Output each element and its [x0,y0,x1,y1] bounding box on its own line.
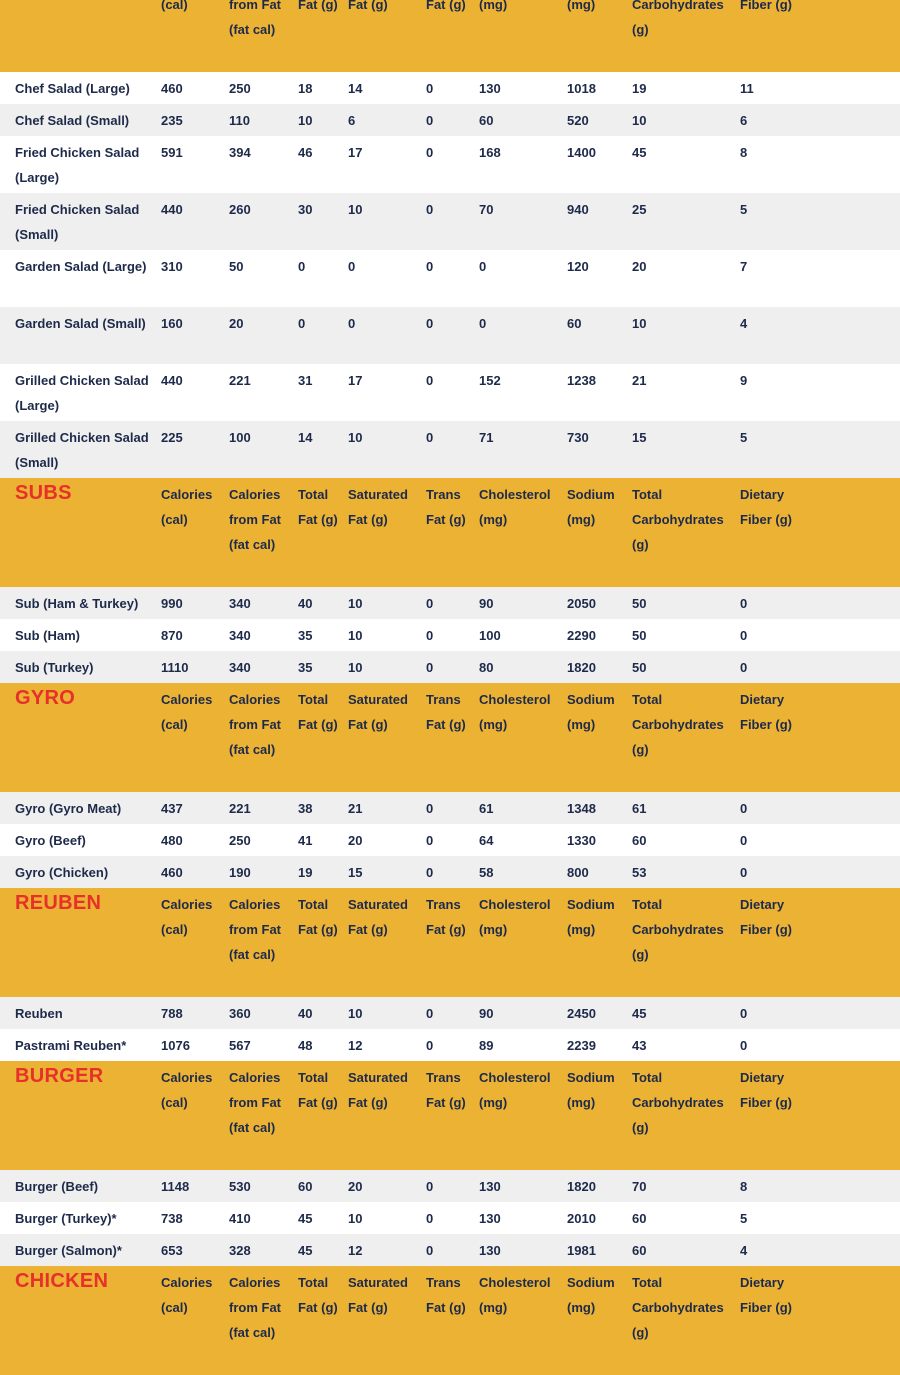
cell-sodium: 800 [567,865,589,880]
section-title: CHICKEN [15,1270,109,1292]
section-header-subs [0,478,900,587]
cell-dietary-fiber: 0 [740,833,748,848]
cell-sodium: 940 [567,202,589,217]
cell-saturated-fat: 10 [348,596,363,611]
cell-calories-from-fat: 394 [229,145,251,160]
cell-calories-from-fat: 50 [229,259,244,274]
table-row [0,250,900,307]
cell-sodium: 2050 [567,596,596,611]
cell-trans-fat: 0 [426,833,434,848]
cell-calories: 1076 [161,1038,190,1053]
cell-total-carbohydrates: 21 [632,373,647,388]
cell-total-carbohydrates: 19 [632,81,647,96]
cell-dietary-fiber: 11 [740,81,754,96]
cell-saturated-fat: 0 [348,259,356,274]
column-header-cholesterol: Cholesterol (mg) [479,692,551,732]
cell-trans-fat: 0 [426,145,434,160]
cell-dietary-fiber: 9 [740,373,748,388]
cell-saturated-fat: 14 [348,81,363,96]
column-header-calories-from-fat: from Fat (fat cal) [229,0,281,37]
section-header-gyro [0,683,900,792]
section-header-reuben [0,888,900,997]
cell-saturated-fat: 12 [348,1038,363,1053]
cell-total-fat: 38 [298,801,313,816]
cell-calories-from-fat: 100 [229,430,251,445]
column-header-total-carbohydrates: Carbohydrates (g) [632,0,724,37]
cell-calories-from-fat: 340 [229,628,251,643]
table-row [0,651,900,683]
column-header-cholesterol: Cholesterol (mg) [479,897,551,937]
cell-calories: 788 [161,1006,183,1021]
cell-saturated-fat: 12 [348,1243,363,1258]
table-row [0,307,900,364]
cell-dietary-fiber: 5 [740,430,748,445]
column-header-dietary-fiber: Dietary Fiber (g) [740,692,792,732]
cell-calories: 1148 [161,1179,190,1194]
cell-sodium: 1330 [567,833,596,848]
item-name: Burger (Salmon)* [15,1243,122,1258]
table-row [0,421,900,478]
item-name: Fried Chicken Salad (Small) [15,202,140,242]
column-header-trans-fat: Fat (g) [426,0,466,12]
cell-trans-fat: 0 [426,113,434,128]
cell-saturated-fat: 17 [348,145,363,160]
cell-saturated-fat: 10 [348,628,363,643]
cell-dietary-fiber: 0 [740,1006,748,1021]
column-header-saturated-fat: Saturated Fat (g) [348,692,408,732]
cell-trans-fat: 0 [426,660,434,675]
cell-calories-from-fat: 20 [229,316,244,331]
column-header-total-carbohydrates: Total Carbohydrates (g) [632,487,724,552]
cell-saturated-fat: 17 [348,373,363,388]
cell-total-fat: 45 [298,1243,313,1258]
cell-trans-fat: 0 [426,1179,434,1194]
cell-cholesterol: 89 [479,1038,494,1053]
table-row [0,1029,900,1061]
cell-calories: 480 [161,833,183,848]
table-row [0,824,900,856]
table-row [0,856,900,888]
cell-saturated-fat: 10 [348,660,363,675]
cell-sodium: 1238 [567,373,596,388]
cell-total-fat: 31 [298,373,313,388]
cell-total-carbohydrates: 10 [632,316,647,331]
cell-trans-fat: 0 [426,373,434,388]
column-header-dietary-fiber: Dietary Fiber (g) [740,897,792,937]
cell-total-carbohydrates: 60 [632,1243,647,1258]
cell-trans-fat: 0 [426,801,434,816]
column-header-saturated-fat: Saturated Fat (g) [348,1275,408,1315]
item-name: Pastrami Reuben* [15,1038,127,1053]
cell-sodium: 2010 [567,1211,596,1226]
cell-calories: 1110 [161,660,189,675]
cell-dietary-fiber: 5 [740,202,748,217]
table-row [0,364,900,421]
cell-calories: 653 [161,1243,183,1258]
table-row [0,72,900,104]
section-header-chicken [0,1266,900,1375]
cell-trans-fat: 0 [426,865,434,880]
cell-trans-fat: 0 [426,430,434,445]
column-header-trans-fat: Trans Fat (g) [426,487,466,527]
cell-cholesterol: 90 [479,1006,494,1021]
table-row [0,104,900,136]
table-row [0,619,900,651]
cell-total-fat: 35 [298,628,313,643]
column-header-sodium: Sodium (mg) [567,487,615,527]
column-header-total-fat: Total Fat (g) [298,897,338,937]
column-header-cholesterol: Cholesterol (mg) [479,1070,551,1110]
column-header-total-fat: Fat (g) [298,0,338,12]
cell-total-carbohydrates: 50 [632,596,647,611]
cell-calories-from-fat: 110 [229,113,250,128]
cell-dietary-fiber: 8 [740,145,748,160]
cell-sodium: 60 [567,316,582,331]
column-header-total-fat: Total Fat (g) [298,1275,338,1315]
item-name: Burger (Beef) [15,1179,99,1194]
cell-calories: 440 [161,202,183,217]
column-header-total-carbohydrates: Total Carbohydrates (g) [632,1070,724,1135]
cell-total-carbohydrates: 45 [632,1006,647,1021]
cell-total-fat: 40 [298,596,313,611]
table-row [0,1234,900,1266]
cell-total-carbohydrates: 70 [632,1179,647,1194]
column-header-sodium: Sodium (mg) [567,1070,615,1110]
cell-cholesterol: 130 [479,81,501,96]
cell-cholesterol: 58 [479,865,494,880]
column-header-calories: Calories (cal) [161,1070,213,1110]
column-header-calories: Calories (cal) [161,897,213,937]
cell-cholesterol: 64 [479,833,494,848]
column-header-total-fat: Total Fat (g) [298,692,338,732]
column-header-sodium: Sodium (mg) [567,897,615,937]
cell-calories: 440 [161,373,183,388]
table-row [0,997,900,1029]
cell-saturated-fat: 10 [348,1006,363,1021]
item-name: Sub (Turkey) [15,660,94,675]
cell-total-carbohydrates: 53 [632,865,647,880]
cell-calories-from-fat: 250 [229,833,251,848]
cell-cholesterol: 168 [479,145,501,160]
column-header-calories-from-fat: Calories from Fat (fat cal) [229,487,281,552]
item-name: Gyro (Gyro Meat) [15,801,122,816]
column-header-total-fat: Total Fat (g) [298,487,338,527]
item-name: Chef Salad (Small) [15,113,130,128]
cell-dietary-fiber: 0 [740,628,748,643]
cell-cholesterol: 70 [479,202,494,217]
table-row [0,792,900,824]
section-header-salads [0,0,900,72]
section-title: BURGER [15,1065,104,1087]
cell-cholesterol: 130 [479,1211,501,1226]
column-header-sodium: (mg) [567,0,596,12]
cell-sodium: 520 [567,113,589,128]
cell-total-carbohydrates: 60 [632,833,647,848]
table-row [0,136,900,193]
column-header-saturated-fat: Saturated Fat (g) [348,1070,408,1110]
cell-calories: 160 [161,316,183,331]
column-header-dietary-fiber: Fiber (g) [740,0,792,12]
column-header-total-fat: Total Fat (g) [298,1070,338,1110]
column-header-saturated-fat: Saturated Fat (g) [348,487,408,527]
cell-calories-from-fat: 360 [229,1006,251,1021]
cell-calories: 437 [161,801,183,816]
column-header-trans-fat: Trans Fat (g) [426,897,466,937]
section-header-burger [0,1061,900,1170]
column-header-trans-fat: Trans Fat (g) [426,1275,466,1315]
column-header-calories: (cal) [161,0,188,12]
cell-total-fat: 48 [298,1038,313,1053]
cell-saturated-fat: 10 [348,430,363,445]
column-header-total-carbohydrates: Total Carbohydrates (g) [632,1275,724,1340]
cell-total-fat: 0 [298,259,306,274]
column-header-dietary-fiber: Dietary Fiber (g) [740,1275,792,1315]
cell-trans-fat: 0 [426,1211,434,1226]
cell-dietary-fiber: 7 [740,259,748,274]
cell-calories: 235 [161,113,183,128]
cell-dietary-fiber: 0 [740,801,748,816]
table-row [0,1202,900,1234]
item-name: Grilled Chicken Salad (Small) [15,430,149,470]
cell-total-carbohydrates: 45 [632,145,647,160]
cell-saturated-fat: 6 [348,113,356,128]
cell-calories: 738 [161,1211,183,1226]
cell-saturated-fat: 10 [348,1211,363,1226]
column-header-total-carbohydrates: Total Carbohydrates (g) [632,692,724,757]
cell-total-fat: 18 [298,81,313,96]
cell-sodium: 730 [567,430,589,445]
section-title: GYRO [15,687,76,709]
cell-saturated-fat: 0 [348,316,356,331]
cell-total-fat: 45 [298,1211,313,1226]
cell-sodium: 1018 [567,81,596,96]
cell-calories-from-fat: 260 [229,202,251,217]
column-header-cholesterol: Cholesterol (mg) [479,1275,551,1315]
cell-total-carbohydrates: 50 [632,628,647,643]
cell-calories-from-fat: 340 [229,660,251,675]
column-header-saturated-fat: Saturated Fat (g) [348,897,408,937]
item-name: Burger (Turkey)* [15,1211,117,1226]
column-header-calories: Calories (cal) [161,487,213,527]
cell-trans-fat: 0 [426,259,434,274]
cell-cholesterol: 90 [479,596,494,611]
cell-saturated-fat: 20 [348,1179,363,1194]
cell-calories: 460 [161,81,183,96]
column-header-dietary-fiber: Dietary Fiber (g) [740,487,792,527]
item-name: Sub (Ham & Turkey) [15,596,139,611]
column-header-saturated-fat: Fat (g) [348,0,388,12]
cell-dietary-fiber: 0 [740,660,748,675]
cell-trans-fat: 0 [426,1038,434,1053]
cell-total-carbohydrates: 43 [632,1038,647,1053]
cell-total-fat: 40 [298,1006,313,1021]
cell-cholesterol: 130 [479,1179,501,1194]
cell-sodium: 1981 [567,1243,596,1258]
column-header-trans-fat: Trans Fat (g) [426,1070,466,1110]
cell-total-carbohydrates: 61 [632,801,647,816]
cell-trans-fat: 0 [426,81,434,96]
item-name: Gyro (Chicken) [15,865,109,880]
cell-saturated-fat: 21 [348,801,363,816]
cell-dietary-fiber: 5 [740,1211,748,1226]
cell-total-fat: 30 [298,202,313,217]
cell-cholesterol: 71 [479,430,494,445]
cell-sodium: 2290 [567,628,596,643]
cell-total-carbohydrates: 50 [632,660,647,675]
cell-sodium: 2239 [567,1038,596,1053]
item-name: Garden Salad (Large) [15,259,147,274]
cell-sodium: 1820 [567,660,596,675]
item-name: Garden Salad (Small) [15,316,146,331]
section-title: SUBS [15,482,72,504]
cell-dietary-fiber: 4 [740,316,748,331]
cell-calories: 591 [161,145,183,160]
item-name: Grilled Chicken Salad (Large) [15,373,149,413]
item-name: Chef Salad (Large) [15,81,130,96]
cell-calories-from-fat: 410 [229,1211,251,1226]
column-header-total-carbohydrates: Total Carbohydrates (g) [632,897,724,962]
cell-dietary-fiber: 0 [740,865,748,880]
column-header-calories: Calories (cal) [161,692,213,732]
cell-sodium: 1820 [567,1179,596,1194]
cell-total-fat: 0 [298,316,306,331]
cell-cholesterol: 0 [479,259,487,274]
column-header-calories-from-fat: Calories from Fat (fat cal) [229,1275,281,1340]
cell-total-carbohydrates: 15 [632,430,647,445]
cell-total-fat: 41 [298,833,313,848]
cell-calories-from-fat: 340 [229,596,251,611]
cell-calories: 310 [161,259,183,274]
cell-total-carbohydrates: 10 [632,113,647,128]
cell-saturated-fat: 20 [348,833,363,848]
cell-calories-from-fat: 328 [229,1243,251,1258]
cell-trans-fat: 0 [426,628,434,643]
item-name: Gyro (Beef) [15,833,86,848]
cell-calories-from-fat: 567 [229,1038,251,1053]
column-header-cholesterol: (mg) [479,0,508,12]
cell-dietary-fiber: 0 [740,596,748,611]
cell-sodium: 1400 [567,145,596,160]
cell-dietary-fiber: 4 [740,1243,748,1258]
cell-calories-from-fat: 190 [229,865,251,880]
cell-total-fat: 35 [298,660,313,675]
column-header-dietary-fiber: Dietary Fiber (g) [740,1070,792,1110]
table-row [0,193,900,250]
column-header-calories-from-fat: Calories from Fat (fat cal) [229,897,281,962]
cell-total-carbohydrates: 60 [632,1211,647,1226]
cell-total-fat: 19 [298,865,313,880]
cell-dietary-fiber: 6 [740,113,748,128]
cell-total-fat: 14 [298,430,313,445]
cell-cholesterol: 100 [479,628,501,643]
cell-cholesterol: 61 [479,801,494,816]
cell-trans-fat: 0 [426,1006,434,1021]
cell-calories: 990 [161,596,183,611]
cell-cholesterol: 0 [479,316,487,331]
cell-trans-fat: 0 [426,596,434,611]
item-name: Fried Chicken Salad (Large) [15,145,140,185]
cell-total-carbohydrates: 25 [632,202,647,217]
section-title: REUBEN [15,892,102,914]
cell-total-fat: 10 [298,113,313,128]
cell-calories-from-fat: 530 [229,1179,251,1194]
column-header-calories-from-fat: Calories from Fat (fat cal) [229,692,281,757]
cell-cholesterol: 80 [479,660,494,675]
cell-saturated-fat: 15 [348,865,363,880]
cell-calories: 460 [161,865,183,880]
cell-sodium: 1348 [567,801,596,816]
cell-sodium: 2450 [567,1006,596,1021]
cell-calories-from-fat: 250 [229,81,251,96]
item-name: Reuben [15,1006,63,1021]
cell-total-carbohydrates: 20 [632,259,647,274]
cell-trans-fat: 0 [426,1243,434,1258]
column-header-trans-fat: Trans Fat (g) [426,692,466,732]
cell-dietary-fiber: 8 [740,1179,748,1194]
cell-calories-from-fat: 221 [229,373,251,388]
item-name: Sub (Ham) [15,628,80,643]
cell-total-fat: 60 [298,1179,313,1194]
cell-total-fat: 46 [298,145,313,160]
column-header-calories-from-fat: Calories from Fat (fat cal) [229,1070,281,1135]
cell-calories: 225 [161,430,183,445]
cell-dietary-fiber: 0 [740,1038,748,1053]
table-row [0,587,900,619]
cell-calories: 870 [161,628,183,643]
cell-cholesterol: 60 [479,113,494,128]
cell-saturated-fat: 10 [348,202,363,217]
column-header-sodium: Sodium (mg) [567,692,615,732]
cell-trans-fat: 0 [426,316,434,331]
column-header-calories: Calories (cal) [161,1275,213,1315]
cell-calories-from-fat: 221 [229,801,251,816]
cell-cholesterol: 152 [479,373,501,388]
column-header-cholesterol: Cholesterol (mg) [479,487,551,527]
cell-trans-fat: 0 [426,202,434,217]
table-row [0,1170,900,1202]
cell-cholesterol: 130 [479,1243,501,1258]
cell-sodium: 120 [567,259,589,274]
column-header-sodium: Sodium (mg) [567,1275,615,1315]
